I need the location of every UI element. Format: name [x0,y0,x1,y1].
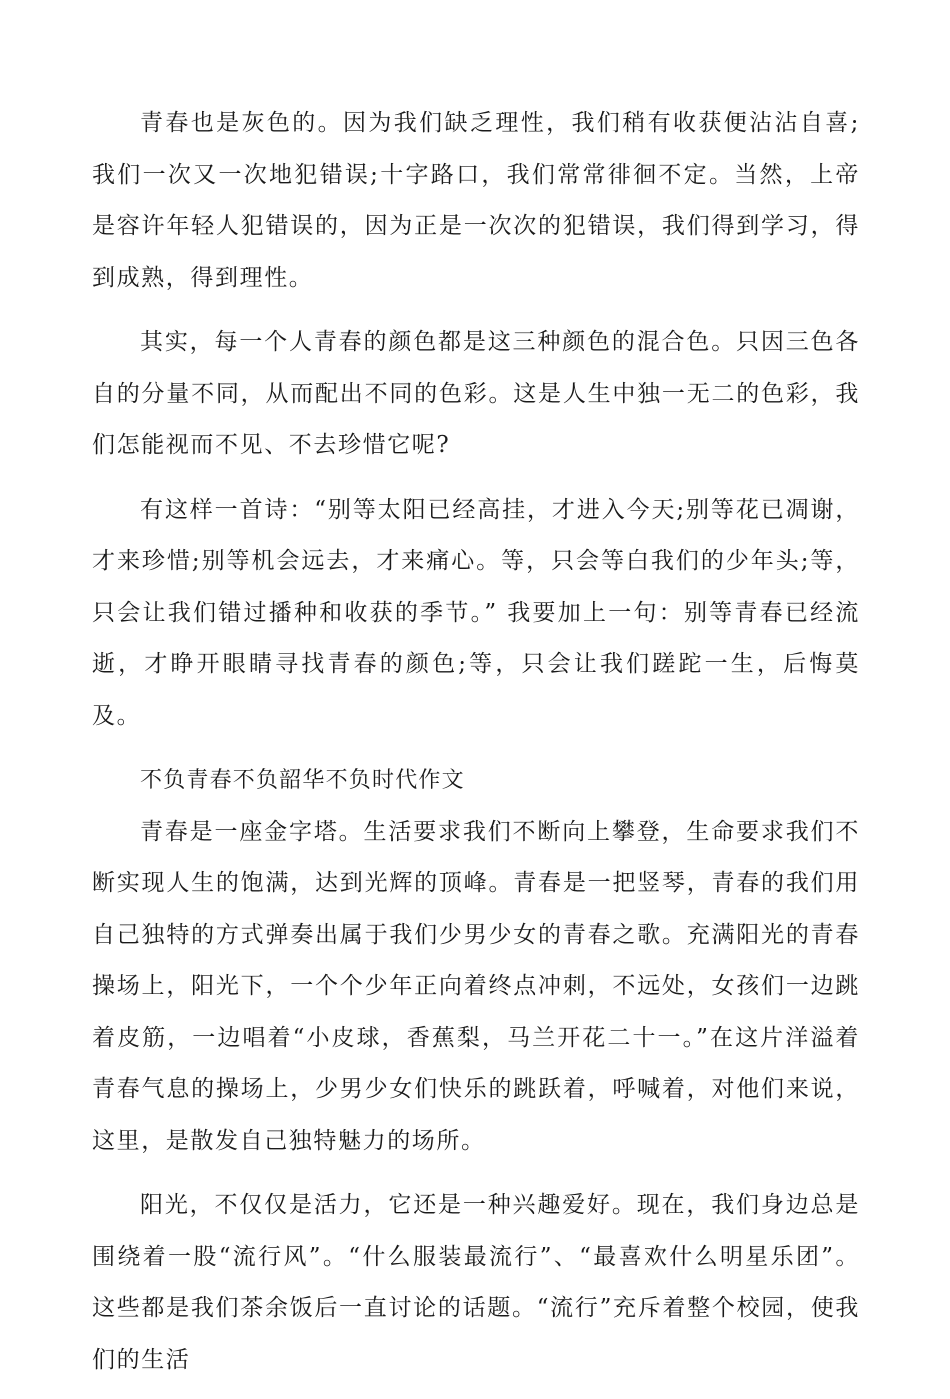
paragraph-mixed-colors: 其实，每一个人青春的颜色都是这三种颜色的混合色。只因三色各自的分量不同，从而配出不同的色彩。这是人生中独一无二的色彩，我们怎能视而不见、不去珍惜它呢? [92,329,860,458]
paragraph-pyramid: 青春是一座金字塔。生活要求我们不断向上攀登，生命要求我们不断实现人生的饱满，达到光辉的顶峰。青春是一把竖琴，青春的我们用自己独特的方式弹奏出属于我们少男少女的青春之歌。充满阳光的青春操场上，阳光下，一个个少年正向着终点冲刺，不远处，女孩们一边跳着皮筋，一边唱着“小皮球，香蕉梨，马兰开花二十一。”在这片洋溢着青春气息的操场上，少男少女们快乐的跳跃着，呼喊着，对他们来说，这里，是散发自己独特魅力的场所。 [92,818,860,1154]
paragraph-gray-youth: 青春也是灰色的。因为我们缺乏理性，我们稍有收获便沾沾自喜;我们一次又一次地犯错误;十字路口，我们常常徘徊不定。当然，上帝是容许年轻人犯错误的，因为正是一次次的犯错误，我们得到学习，得到成熟，得到理性。 [92,110,860,291]
document-body [92,98,860,1399]
paragraph-sunshine: 阳光，不仅仅是活力，它还是一种兴趣爱好。现在，我们身边总是围绕着一股“流行风”。“什么服装最流行”、“最喜欢什么明星乐团”。这些都是我们茶余饭后一直讨论的话题。“流行”充斥着整个校园，使我们的生活 [92,1192,860,1373]
paragraph-poem-quote: 有这样一首诗：“别等太阳已经高挂，才进入今天;别等花已凋谢，才来珍惜;别等机会远去，才来痛心。等，只会等白我们的少年头;等，只会让我们错过播种和收获的季节。” 我要加上一句：别等青春已经流逝，才睁开眼睛寻找青春的颜色;等，只会让我们蹉跎一生，后悔莫及。 [92,496,860,729]
section-title: 不负青春不负韶华不负时代作文 [140,768,465,793]
